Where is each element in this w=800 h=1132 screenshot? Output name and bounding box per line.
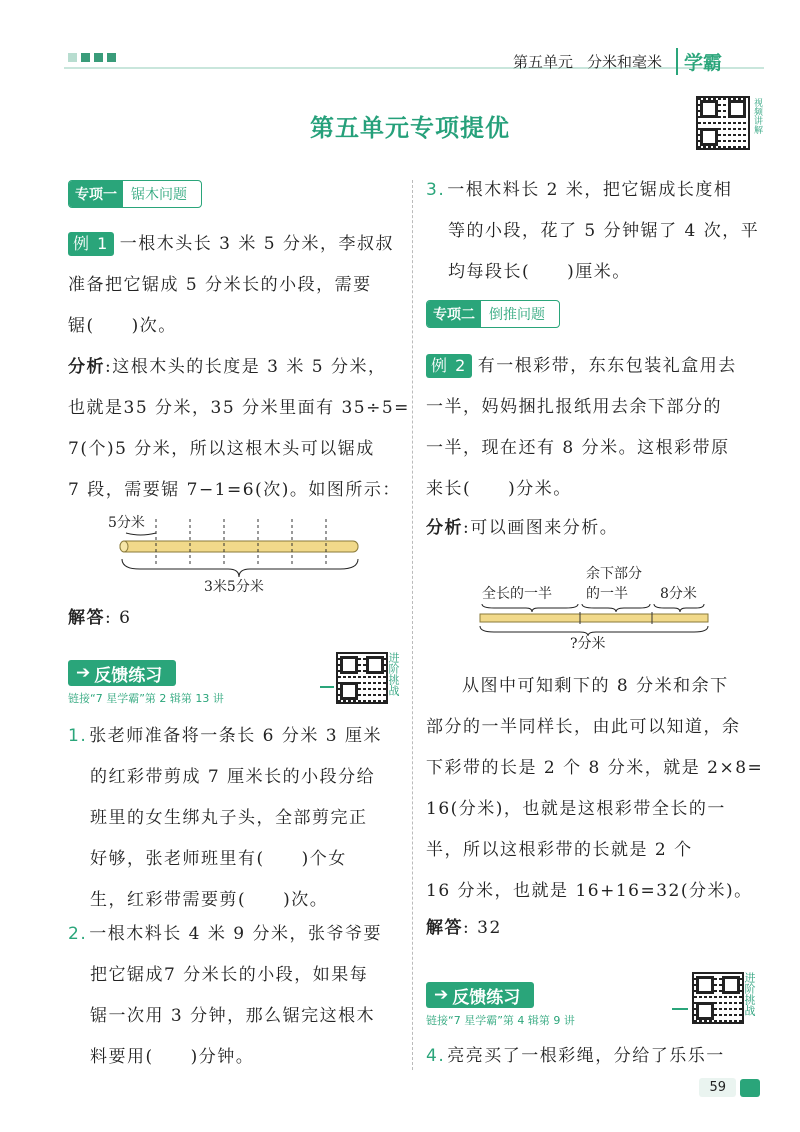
example-2 bbox=[426, 346, 771, 510]
text-line: 锯一次用 3 分钟，那么锯完这根木 bbox=[90, 1006, 376, 1026]
text-line: 一根木料长 2 米，把它锯成长度相 bbox=[447, 180, 733, 200]
total-brace bbox=[480, 626, 708, 636]
text-line: 一根木头长 3 米 5 分米，李叔叔 bbox=[119, 234, 395, 254]
text-line: 16(分米)，也就是这根彩带全长的一 bbox=[426, 799, 726, 819]
text-line: 均每段长( )厘米。 bbox=[448, 262, 631, 282]
text-line: 一半，现在还有 8 分米。这根彩带原 bbox=[426, 438, 730, 458]
section-name: 锯木问题 bbox=[131, 187, 187, 203]
qr-tag: 进阶挑战 bbox=[743, 972, 756, 1016]
qr-tag: 视频讲解 bbox=[752, 98, 762, 134]
pencil-icon bbox=[740, 1079, 760, 1097]
text-line: 7 段，需要锯 7−1=6(次)。如图所示： bbox=[68, 480, 401, 500]
page-title: 第五单元专项提优 bbox=[310, 114, 510, 142]
qr-code-icon[interactable] bbox=[336, 652, 388, 704]
total-label: 3米5分米 bbox=[204, 579, 264, 595]
feedback-header-1 bbox=[68, 660, 224, 706]
text-line: 亮亮买了一根彩绳，分给了乐乐一 bbox=[447, 1046, 725, 1066]
analysis-head: 分析 bbox=[426, 518, 463, 538]
text-line: 部分的一半同样长，由此可以知道，余 bbox=[426, 717, 741, 737]
text-line: 也就是35 分米，35 分米里面有 35÷5= bbox=[68, 398, 410, 418]
text-line: 锯( )次。 bbox=[68, 316, 177, 336]
question-number: 3. bbox=[426, 180, 446, 200]
ribbon-diagram bbox=[474, 560, 724, 650]
text-line: 16 分米，也就是 16+16=32(分米)。 bbox=[426, 881, 753, 901]
topic-label: 分米和毫米 bbox=[586, 53, 662, 71]
total-label: ?分米 bbox=[570, 636, 606, 650]
answer-1 bbox=[68, 598, 131, 639]
text-line: 下彩带的长是 2 个 8 分米，就是 2×8= bbox=[426, 758, 764, 778]
question-number: 2. bbox=[68, 924, 88, 944]
rest-top-label: 余下部分 bbox=[586, 566, 642, 582]
text-line: 好够，张老师班里有( )个女 bbox=[90, 849, 347, 869]
explanation bbox=[426, 666, 771, 912]
unit-label: 第五单元 bbox=[512, 53, 573, 71]
section-header-1 bbox=[68, 180, 202, 208]
text-line: 料要用( )分钟。 bbox=[90, 1047, 255, 1067]
rest-bottom-label: 的一半 bbox=[586, 586, 628, 602]
text-line: 7(个)5 分米，所以这根木头可以锯成 bbox=[68, 439, 375, 459]
brand-logo: 学霸 bbox=[676, 48, 722, 75]
qr-code-icon[interactable] bbox=[692, 972, 744, 1024]
segment-label: 5分米 bbox=[108, 515, 145, 531]
eight-label: 8分米 bbox=[660, 586, 697, 602]
text-line: 生，红彩带需要剪( )次。 bbox=[90, 890, 329, 910]
answer-head: 解答 bbox=[426, 918, 463, 938]
question-number: 4. bbox=[426, 1046, 446, 1066]
qr-tag: 进阶挑战 bbox=[387, 652, 400, 696]
question-1 bbox=[68, 716, 413, 921]
text-line: 把它锯成7 分米长的小段，如果每 bbox=[90, 965, 369, 985]
text-line: 张老师准备将一条长 6 分米 3 厘米 bbox=[89, 726, 382, 746]
question-number: 1. bbox=[68, 726, 88, 746]
text-line: 的红彩带剪成 7 厘米长的小段分给 bbox=[90, 767, 376, 787]
text-line: 有一根彩带，东东包装礼盒用去 bbox=[477, 356, 737, 376]
feedback-link[interactable]: 链接“7 星学霸”第 4 辑第 9 讲 bbox=[426, 1014, 575, 1027]
text-line: 来长( )分米。 bbox=[426, 479, 572, 499]
link-line bbox=[672, 1008, 688, 1010]
answer-2 bbox=[426, 908, 502, 949]
example-label: 例 1 bbox=[68, 232, 114, 256]
text-line: 一根木料长 4 米 9 分米，张爷爷要 bbox=[89, 924, 382, 944]
analysis-2 bbox=[426, 508, 618, 549]
section-header-2 bbox=[426, 300, 560, 328]
total-brace bbox=[122, 559, 358, 577]
section-name: 倒推问题 bbox=[489, 307, 545, 323]
log-end bbox=[120, 541, 128, 552]
arrow-icon: ➔ bbox=[76, 663, 91, 683]
text-line: 班里的女生绑丸子头，全部剪完正 bbox=[90, 808, 368, 828]
ribbon-bar bbox=[480, 614, 708, 622]
arrow-icon: ➔ bbox=[434, 985, 449, 1005]
feedback-header-2 bbox=[426, 982, 575, 1028]
question-3 bbox=[426, 170, 771, 293]
text-line: 准备把它锯成 5 分米长的小段，需要 bbox=[68, 275, 372, 295]
question-2 bbox=[68, 914, 413, 1078]
feedback-title: 反馈练习 bbox=[94, 665, 163, 686]
half-brace bbox=[482, 604, 578, 612]
answer-value: : 6 bbox=[105, 608, 132, 628]
analysis-1 bbox=[68, 347, 413, 511]
feedback-link[interactable]: 链接“7 星学霸”第 2 辑第 13 讲 bbox=[68, 692, 224, 705]
rest-brace bbox=[582, 604, 650, 612]
answer-value: : 32 bbox=[463, 918, 502, 938]
half-label: 全长的一半 bbox=[482, 586, 552, 602]
example-1 bbox=[68, 224, 408, 347]
eight-brace bbox=[654, 604, 704, 612]
page-number: 59 bbox=[699, 1078, 736, 1097]
page-number-box bbox=[699, 1078, 760, 1097]
qr-code-icon[interactable] bbox=[696, 96, 750, 150]
analysis-head: 分析 bbox=[68, 357, 105, 377]
text-line: :这根木头的长度是 3 米 5 分米， bbox=[105, 357, 387, 377]
text-line: 一半，妈妈捆扎报纸用去余下部分的 bbox=[426, 397, 722, 417]
segment-brace bbox=[126, 533, 156, 535]
running-header bbox=[513, 48, 722, 75]
answer-head: 解答 bbox=[68, 608, 105, 628]
question-4 bbox=[426, 1036, 771, 1077]
text-line: :可以画图来分析。 bbox=[463, 518, 619, 538]
header-decoration bbox=[68, 53, 116, 62]
text-line: 半，所以这根彩带的长就是 2 个 bbox=[426, 840, 693, 860]
log-diagram bbox=[100, 505, 380, 595]
feedback-title: 反馈练习 bbox=[452, 987, 521, 1008]
text-line: 从图中可知剩下的 8 分米和余下 bbox=[462, 676, 729, 696]
example-label: 例 2 bbox=[426, 354, 472, 378]
section-tag: 专项一 bbox=[69, 181, 123, 207]
section-tag: 专项二 bbox=[427, 301, 481, 327]
link-line bbox=[320, 686, 334, 688]
text-line: 等的小段，花了 5 分钟锯了 4 次，平 bbox=[448, 221, 760, 241]
